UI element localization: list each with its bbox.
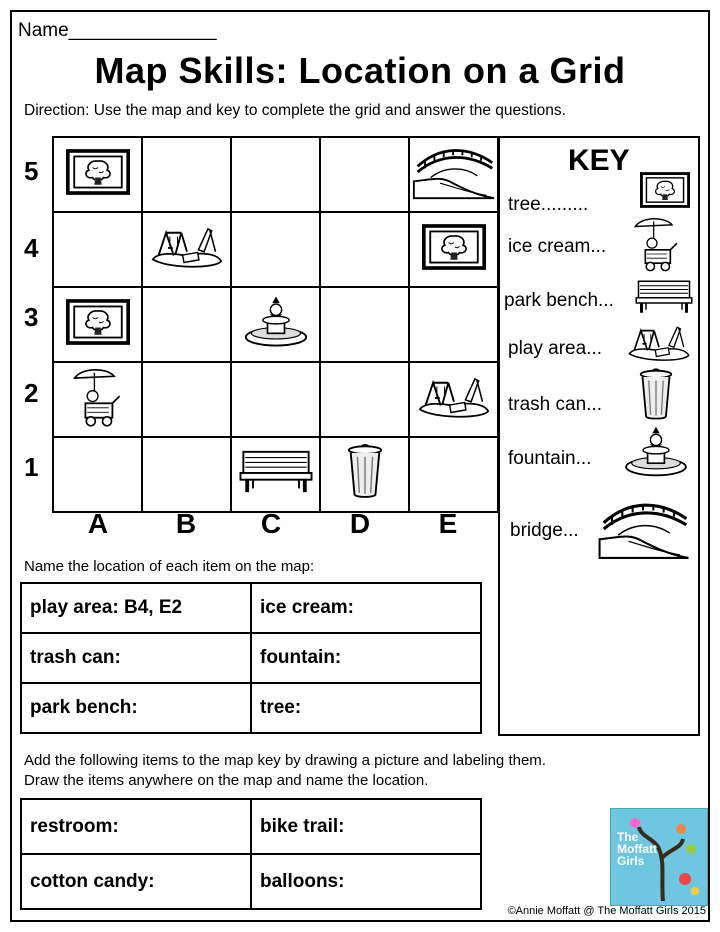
grid-cell-A4 (53, 212, 142, 287)
answer-cell-ice-cream[interactable]: ice cream: (251, 583, 481, 633)
addition-cell-bike-trail[interactable]: bike trail: (251, 799, 481, 854)
play-area-icon (416, 373, 492, 421)
grid-cell-A5 (53, 137, 142, 212)
directions-text: Direction: Use the map and key to complete the grid and answer the questions. (24, 102, 566, 119)
grid-cell-D1 (320, 437, 409, 512)
map-key (498, 136, 700, 736)
grid-cell-B2 (142, 362, 231, 437)
addition-cell-balloons[interactable]: balloons: (251, 854, 481, 909)
key-label-play-area: play area... (508, 338, 602, 359)
col-label-C: C (260, 508, 282, 539)
row-label-4: 4 (24, 233, 39, 263)
tree-icon (66, 149, 130, 195)
addition-cell-restroom[interactable]: restroom: (21, 799, 251, 854)
col-label-E: E (438, 508, 458, 539)
trash-can-icon (346, 443, 384, 501)
answer-cell-tree[interactable]: tree: (251, 683, 481, 733)
map-grid (52, 136, 499, 513)
tree-icon (422, 224, 486, 270)
additions-prompt-line1: Add the following items to the map key by drawing a picture and labeling them. (24, 752, 546, 769)
grid-cell-B1 (142, 437, 231, 512)
tree-icon (640, 172, 690, 208)
key-label-trash-can: trash can... (508, 394, 602, 415)
bridge-icon (412, 143, 496, 201)
grid-cell-C3 (231, 287, 320, 362)
col-label-D: D (349, 508, 371, 539)
ice-cream-icon (71, 365, 125, 429)
row-label-2: 2 (24, 378, 39, 408)
tree-icon (66, 299, 130, 345)
grid-cell-B3 (142, 287, 231, 362)
questions-prompt: Name the location of each item on the map: (24, 558, 315, 575)
key-label-ice-cream: ice cream... (508, 236, 607, 257)
park-bench-icon (237, 448, 315, 496)
logo-line-2: Moffatt (617, 842, 657, 856)
grid-cell-E5 (409, 137, 498, 212)
bridge-icon (596, 498, 692, 560)
fountain-icon (243, 293, 309, 351)
additions-prompt-line2: Draw the items anywhere on the map and name the location. (24, 772, 429, 789)
grid-cell-C5 (231, 137, 320, 212)
grid-cell-A2 (53, 362, 142, 437)
answer-cell-fountain[interactable]: fountain: (251, 633, 481, 683)
answer-cell-play-area[interactable]: play area: B4, E2 (21, 583, 251, 633)
trash-can-icon (638, 368, 674, 422)
grid-cell-E2 (409, 362, 498, 437)
page-title: Map Skills: Location on a Grid (94, 50, 626, 91)
fountain-icon (622, 424, 690, 480)
grid-cell-D4 (320, 212, 409, 287)
row-label-3: 3 (24, 302, 39, 332)
logo-line-1: The (617, 830, 639, 844)
play-area-icon (626, 322, 692, 364)
key-label-bridge: bridge... (510, 520, 579, 541)
key-label-fountain: fountain... (508, 448, 592, 469)
logo-line-3: Girls (617, 854, 645, 868)
key-label-park-bench: park bench... (504, 290, 614, 311)
grid-cell-E1 (409, 437, 498, 512)
grid-cell-C1 (231, 437, 320, 512)
copyright-text: ©Annie Moffatt @ The Moffatt Girls 2015 (507, 905, 706, 917)
grid-cell-E4 (409, 212, 498, 287)
grid-cell-A1 (53, 437, 142, 512)
moffatt-girls-logo (610, 808, 708, 906)
grid-cell-D3 (320, 287, 409, 362)
grid-cell-C4 (231, 212, 320, 287)
name-field-label: Name______________ (18, 20, 217, 41)
grid-cell-B4 (142, 212, 231, 287)
col-label-B: B (175, 508, 197, 539)
grid-cell-B5 (142, 137, 231, 212)
grid-cell-A3 (53, 287, 142, 362)
addition-cell-cotton-candy[interactable]: cotton candy: (21, 854, 251, 909)
key-title: KEY (568, 144, 630, 177)
additions-table (20, 798, 482, 910)
grid-cell-D5 (320, 137, 409, 212)
grid-cell-E3 (409, 287, 498, 362)
row-label-5: 5 (24, 156, 39, 186)
play-area-icon (149, 223, 225, 271)
park-bench-icon (634, 278, 694, 316)
ice-cream-icon (632, 214, 682, 274)
row-label-1: 1 (24, 452, 39, 482)
key-label-tree: tree......... (508, 194, 589, 215)
grid-cell-C2 (231, 362, 320, 437)
grid-cell-D2 (320, 362, 409, 437)
location-answer-table (20, 582, 482, 734)
answer-cell-trash-can[interactable]: trash can: (21, 633, 251, 683)
col-label-A: A (87, 508, 109, 539)
answer-cell-park-bench[interactable]: park bench: (21, 683, 251, 733)
